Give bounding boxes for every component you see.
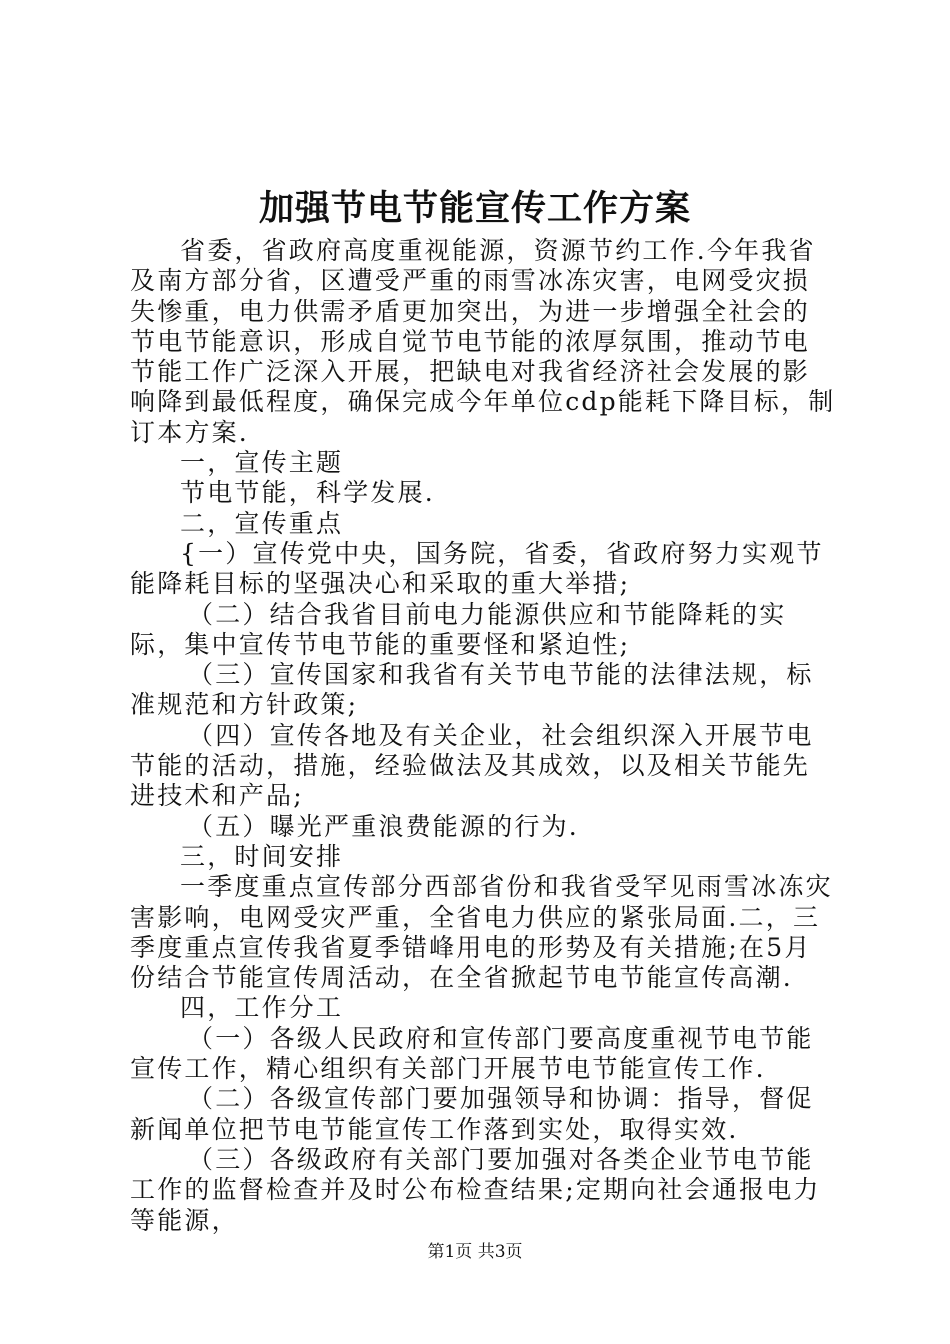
section-heading-schedule: 三，时间安排 xyxy=(180,841,344,871)
focus-item-4: （四）宣传各地及有关企业，社会组织深入开展节电节能的活动，措施，经验做法及其成效，以及相关节能先进技术和产品; xyxy=(130,720,814,811)
focus-item-2: （二）结合我省目前电力能源供应和节能降耗的实际，集中宣传节电节能的重要怪和紧迫性; xyxy=(130,599,787,659)
focus-item-5: （五）曝光严重浪费能源的行为. xyxy=(188,811,579,841)
focus-item-1: {一）宣传党中央，国务院，省委，省政府努力实观节能降耗目标的坚强决心和采取的重大举措; xyxy=(130,538,824,599)
section-heading-focus: 二，宣传重点 xyxy=(180,508,344,538)
schedule-paragraph: 一季度重点宣传部分西部省份和我省受罕见雨雪冰冻灾害影响，电网受灾严重，全省电力供应的紧张局面.二，三季度重点宣传我省夏季错峰用电的形势及有关措施;在5月份结合节能宣传周活动，在全省掀起节电节能宣传高潮. xyxy=(130,872,833,993)
division-item-1: （一）各级人民政府和宣传部门要高度重视节电节能宣传工作，精心组织有关部门开展节电节能宣传工作. xyxy=(130,1023,814,1084)
page-footer: 第1页 共3页 xyxy=(427,1242,523,1262)
division-item-3: （三）各级政府有关部门要加强对各类企业节电节能工作的监督检查并及时公布检查结果;定期向社会通报电力等能源， xyxy=(130,1144,821,1235)
division-item-2: （二）各级宣传部门要加强领导和协调：指导，督促新闻单位把节电节能宣传工作落到实处，取得实效. xyxy=(130,1084,814,1144)
theme-paragraph: 节电节能，科学发展. xyxy=(180,478,435,508)
focus-item-3: （三）宣传国家和我省有关节电节能的法律法规，标准规范和方针政策; xyxy=(130,660,814,720)
section-heading-theme: 一，宣传主题 xyxy=(180,448,344,478)
intro-paragraph: 省委，省政府高度重视能源，资源节约工作.今年我省及南方部分省，区遭受严重的雨雪冰冻灾害，电网受灾损失惨重，电力供需矛盾更加突出，为进一步增强全社会的节电节能意识，形成自觉节电节能的浓厚氛围，推动节电节能工作广泛深入开展，把缺电对我省经济社会发展的影响降到最低程度，确保完成今年单位cdp能耗下降目标，制订本方案. xyxy=(130,236,836,447)
document-body xyxy=(130,236,836,1236)
section-heading-division: 四，工作分工 xyxy=(180,993,344,1023)
document-title: 加强节电节能宣传工作方案 xyxy=(258,188,691,229)
